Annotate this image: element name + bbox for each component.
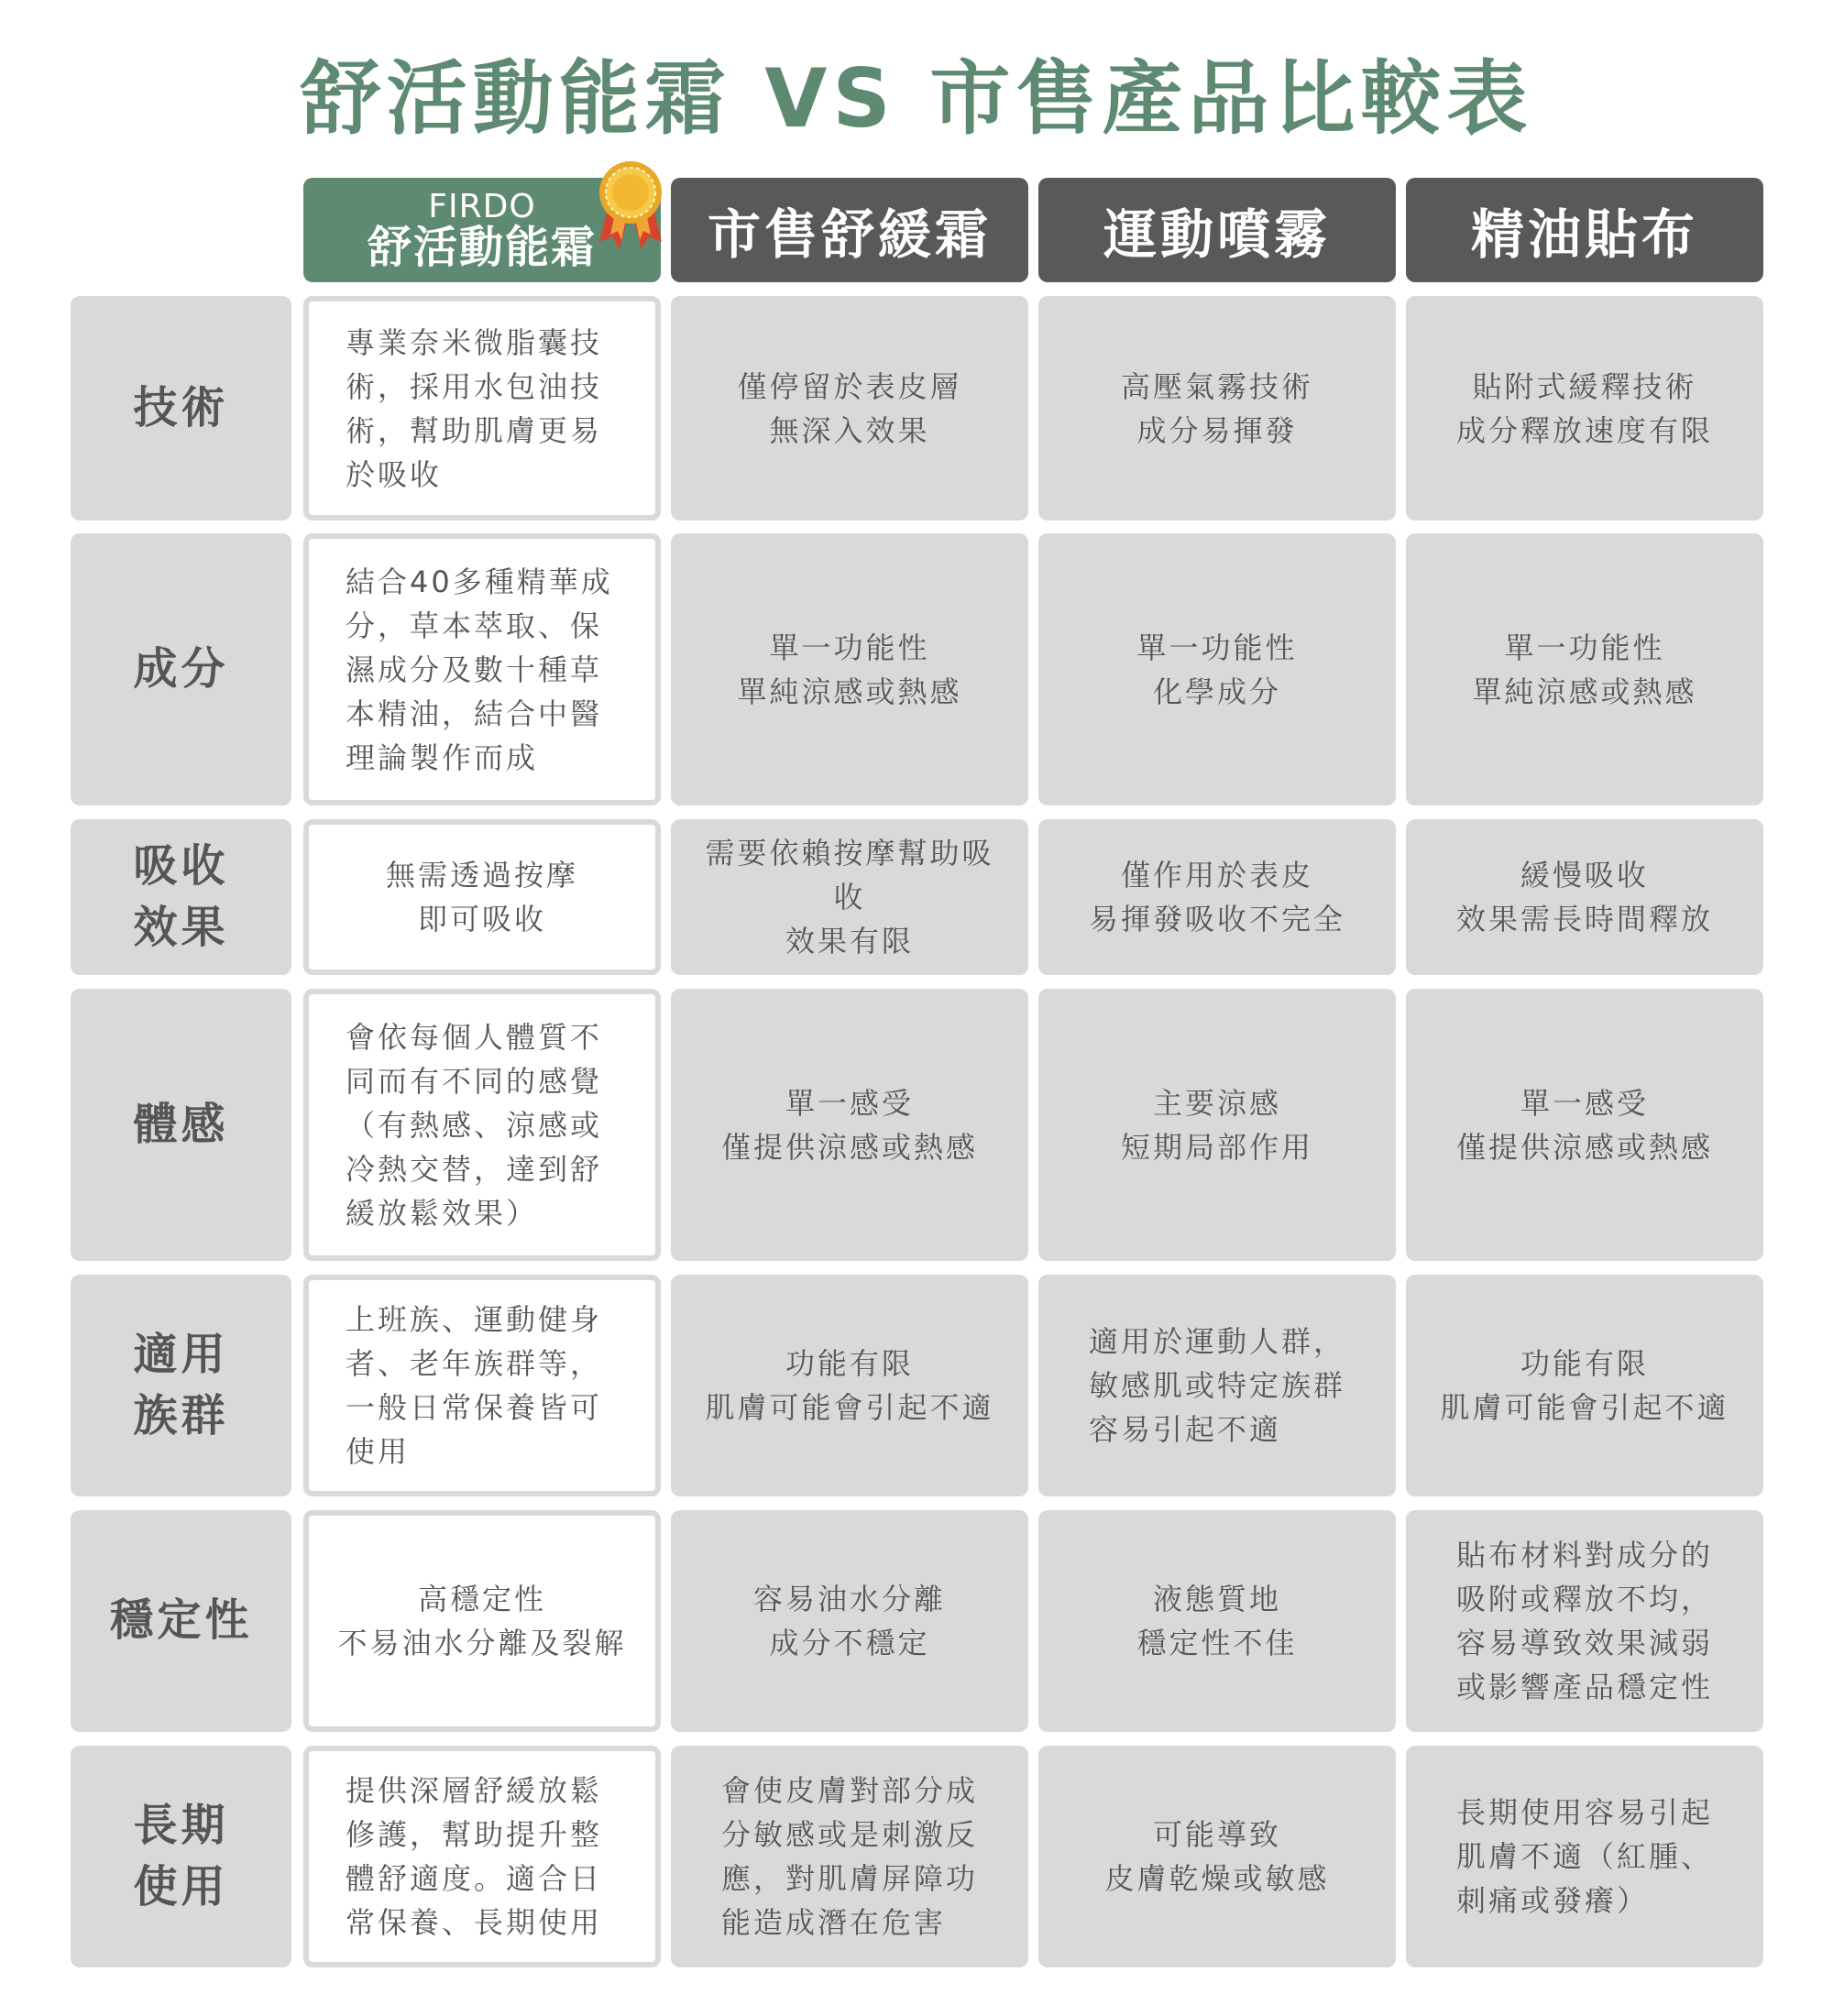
row-label-ingredients: 成分 — [71, 533, 291, 805]
award-medal-icon — [596, 158, 665, 253]
competitor-cell: 容易油水分離 成分不穩定 — [671, 1510, 1028, 1732]
column-header-competitor-1: 市售舒緩霜 — [671, 178, 1028, 282]
featured-cell-absorption: 無需透過按摩 即可吸收 — [303, 819, 661, 975]
featured-cell-ingredients: 結合40多種精華成 分，草本萃取、保 濕成分及數十種草 本精油，結合中醫 理論製作而成 — [303, 533, 661, 805]
featured-cell-target-group: 上班族、運動健身 者、老年族群等， 一般日常保養皆可 使用 — [303, 1275, 661, 1496]
row-label-technology: 技術 — [71, 296, 291, 520]
column-header-competitor-3: 精油貼布 — [1406, 178, 1763, 282]
row-label-long-term-use: 長期 使用 — [71, 1746, 291, 1967]
featured-cell-stability: 高穩定性 不易油水分離及裂解 — [303, 1510, 661, 1732]
competitor-cell: 功能有限 肌膚可能會引起不適 — [671, 1275, 1028, 1496]
competitor-cell: 單一感受 僅提供涼感或熱感 — [671, 989, 1028, 1261]
featured-product-name: 舒活動能霜 — [367, 221, 597, 273]
competitor-cell: 單一功能性 單純涼感或熱感 — [671, 533, 1028, 805]
competitor-cell: 貼布材料對成分的 吸附或釋放不均， 容易導致效果減弱 或影響產品穩定性 — [1406, 1510, 1763, 1732]
competitor-cell: 液態質地 穩定性不佳 — [1038, 1510, 1396, 1732]
featured-cell-long-term-use: 提供深層舒緩放鬆 修護，幫助提升整 體舒適度。適合日 常保養、長期使用 — [303, 1746, 661, 1967]
row-label-sensation: 體感 — [71, 989, 291, 1261]
competitor-cell: 主要涼感 短期局部作用 — [1038, 989, 1396, 1261]
row-label-target-group: 適用 族群 — [71, 1275, 291, 1496]
competitor-cell: 貼附式緩釋技術 成分釋放速度有限 — [1406, 296, 1763, 520]
competitor-cell: 適用於運動人群， 敏感肌或特定族群 容易引起不適 — [1038, 1275, 1396, 1496]
competitor-cell: 緩慢吸收 效果需長時間釋放 — [1406, 819, 1763, 975]
competitor-cell: 單一功能性 化學成分 — [1038, 533, 1396, 805]
row-label-absorption: 吸收 效果 — [71, 819, 291, 975]
competitor-cell: 長期使用容易引起 肌膚不適（紅腫、 刺痛或發癢） — [1406, 1746, 1763, 1967]
competitor-cell: 高壓氣霧技術 成分易揮發 — [1038, 296, 1396, 520]
row-label-stability: 穩定性 — [71, 1510, 291, 1732]
page-title: 舒活動能霜 VS 市售產品比較表 — [300, 51, 1533, 146]
competitor-cell: 單一功能性 單純涼感或熱感 — [1406, 533, 1763, 805]
competitor-cell: 會使皮膚對部分成 分敏感或是刺激反 應，對肌膚屏障功 能造成潛在危害 — [671, 1746, 1028, 1967]
featured-cell-sensation: 會依每個人體質不 同而有不同的感覺 （有熱感、涼感或 冷熱交替，達到舒 緩放鬆效果） — [303, 989, 661, 1261]
competitor-cell: 可能導致 皮膚乾燥或敏感 — [1038, 1746, 1396, 1967]
competitor-cell: 僅停留於表皮層 無深入效果 — [671, 296, 1028, 520]
featured-brand: FIRDO — [428, 187, 536, 225]
competitor-cell: 需要依賴按摩幫助吸收 效果有限 — [671, 819, 1028, 975]
competitor-cell: 單一感受 僅提供涼感或熱感 — [1406, 989, 1763, 1261]
competitor-cell: 功能有限 肌膚可能會引起不適 — [1406, 1275, 1763, 1496]
competitor-cell: 僅作用於表皮 易揮發吸收不完全 — [1038, 819, 1396, 975]
column-header-competitor-2: 運動噴霧 — [1038, 178, 1396, 282]
featured-cell-technology: 專業奈米微脂囊技 術，採用水包油技 術，幫助肌膚更易 於吸收 — [303, 296, 661, 520]
